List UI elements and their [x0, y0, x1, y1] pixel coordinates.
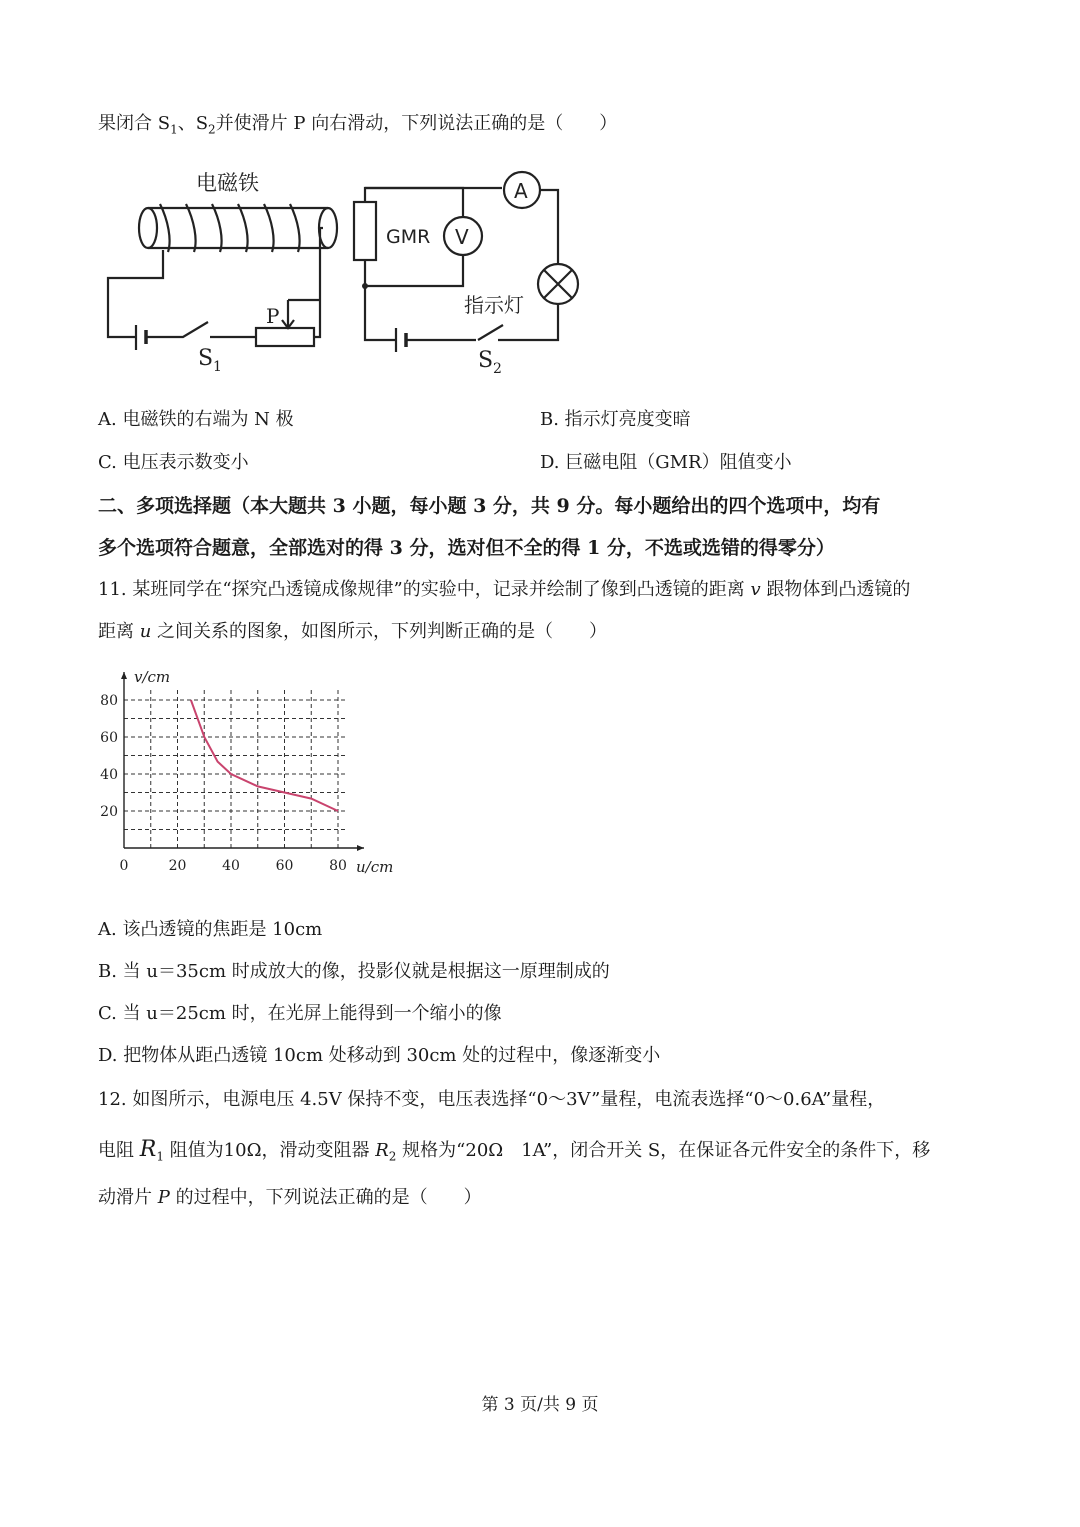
section2-heading-line2: 多个选项符合题意，全部选对的得 3 分，选对但不全的得 1 分，不选或选错的得零分） [98, 537, 835, 559]
q11-stem-line2: 距离 u 之间关系的图象，如图所示，下列判断正确的是（ ） [98, 621, 608, 642]
s2-label: S [478, 348, 494, 373]
p-label: P [266, 304, 280, 328]
magnet-left-end [139, 208, 157, 248]
q11-option-b[interactable]: B. 当 u＝35cm 时成放大的像，投影仪就是根据这一原理制成的 [98, 961, 610, 982]
s2-sub: 2 [493, 361, 502, 377]
lamp-label: 指示灯 [464, 293, 524, 317]
q11-option-d[interactable]: D. 把物体从距凸透镜 10cm 处移动到 30cm 处的过程中，像逐渐变小 [98, 1045, 661, 1066]
section2-heading-line1: 二、多项选择题（本大题共 3 小题，每小题 3 分，共 9 分。每小题给出的四个选项中，均有 [98, 495, 881, 517]
lens-chart [90, 662, 394, 902]
chart-ytick-label: 20 [100, 804, 118, 820]
q11-option-c[interactable]: C. 当 u＝25cm 时，在光屏上能得到一个缩小的像 [98, 1003, 502, 1024]
q10-option-d[interactable]: D. 巨磁电阻（GMR）阻值变小 [540, 452, 792, 473]
chart-y-arrow [121, 672, 127, 679]
chart-xtick-label: 0 [119, 858, 129, 874]
chart-grid [124, 690, 348, 848]
chart-ytick-label: 80 [100, 693, 118, 709]
chart-ylabel: v/cm [134, 668, 171, 686]
chart-tick-labels [100, 693, 347, 874]
chart-xtick-label: 20 [168, 858, 187, 874]
chart-x-arrow [357, 845, 364, 851]
q12-stem-line2: 电阻 $R_1$ 阻值为10Ω，滑动变阻器 $R_2$ 规格为“20Ω 1A”，闭合开关 S，在保证各元件安全的条件下，移 [98, 1137, 931, 1164]
chart-ytick-label: 40 [100, 767, 118, 783]
s1-sub: 1 [213, 359, 222, 375]
magnet-label: 电磁铁 [196, 171, 259, 195]
q10-option-c[interactable]: C. 电压表示数变小 [98, 452, 249, 473]
voltmeter-label: V [455, 225, 469, 249]
chart-xtick-label: 60 [275, 858, 294, 874]
q10-option-b[interactable]: B. 指示灯亮度变暗 [540, 409, 691, 430]
chart-axes [121, 672, 364, 851]
q10-option-a[interactable]: A. 电磁铁的右端为 N 极 [98, 409, 294, 430]
chart-xtick-label: 80 [329, 858, 347, 874]
circuit-diagram [98, 160, 598, 380]
q11-option-a[interactable]: A. 该凸透镜的焦距是 10cm [98, 919, 323, 940]
q12-stem-line1: 12. 如图所示，电源电压 4.5V 保持不变，电压表选择“0～3V”量程，电流表选择“0～0.6A”量程， [98, 1089, 886, 1110]
q12-stem-line3: 动滑片 P 的过程中，下列说法正确的是（ ） [98, 1187, 482, 1208]
chart-xlabel: u/cm [356, 858, 394, 876]
gmr-label: GMR [386, 226, 431, 248]
q10-stem: 果闭合 $S_1$、$S_2$并使滑片 P 向右滑动，下列说法正确的是（ ） [98, 113, 618, 137]
page-number: 第 3 页/共 9 页 [481, 1395, 599, 1415]
chart-xtick-label: 40 [222, 858, 240, 874]
ammeter-label: A [514, 179, 528, 203]
s1-label: S [198, 346, 214, 371]
q11-stem-line1: 11. 某班同学在“探究凸透镜成像规律”的实验中，记录并绘制了像到凸透镜的距离 v 跟物体到凸透镜的 [98, 579, 911, 600]
chart-ytick-label: 60 [100, 730, 118, 746]
